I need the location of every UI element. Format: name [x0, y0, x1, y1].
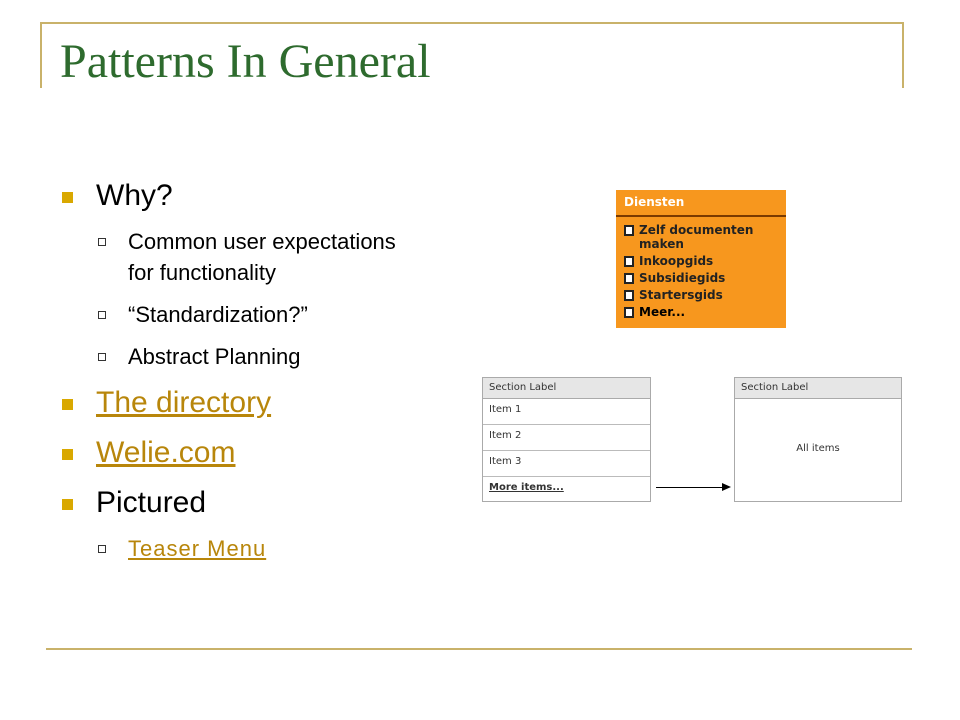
bullet-why: Why? [60, 176, 420, 216]
diensten-list [616, 217, 786, 319]
sub-bullet-standardization: “Standardization?” [60, 299, 420, 330]
panel-row: Item 3 [483, 451, 650, 477]
diensten-item: Subsidiegids [624, 271, 778, 285]
section-panel-teaser [482, 377, 651, 502]
diensten-title: Diensten [616, 190, 786, 217]
teaser-menu-link[interactable]: Teaser Menu [128, 536, 267, 561]
sub-bullet-planning: Abstract Planning [60, 341, 420, 372]
slide-title: Patterns In General [60, 35, 431, 88]
bullet-pictured: Pictured [60, 483, 420, 523]
panel-more-link: More items... [489, 482, 564, 493]
welie-link[interactable]: Welie.com [96, 436, 236, 469]
directory-link[interactable]: The directory [96, 386, 272, 419]
diensten-item: Startersgids [624, 288, 778, 302]
bullet-list [60, 176, 420, 575]
section-panel-all [734, 377, 902, 502]
bullet-directory [60, 383, 420, 423]
top-rule [40, 22, 904, 24]
diensten-menu-image [616, 190, 786, 328]
diensten-item: Inkoopgids [624, 254, 778, 268]
right-rule [902, 22, 904, 88]
diensten-more: Meer... [624, 305, 778, 319]
panel-header: Section Label [735, 378, 901, 399]
left-rule [40, 22, 42, 88]
sub-bullet-teaser [60, 533, 420, 564]
arrow-line [656, 487, 724, 488]
arrow-head-icon [722, 483, 731, 491]
panel-body-text: All items [796, 443, 840, 454]
bottom-rule [46, 648, 912, 650]
panel-row: Item 2 [483, 425, 650, 451]
diensten-item: Zelf documenten maken [624, 223, 778, 251]
bullet-welie [60, 433, 420, 473]
panel-header: Section Label [483, 378, 650, 399]
sub-bullet-expectations: Common user expectations for functionality [60, 226, 420, 288]
panel-row: Item 1 [483, 399, 650, 425]
